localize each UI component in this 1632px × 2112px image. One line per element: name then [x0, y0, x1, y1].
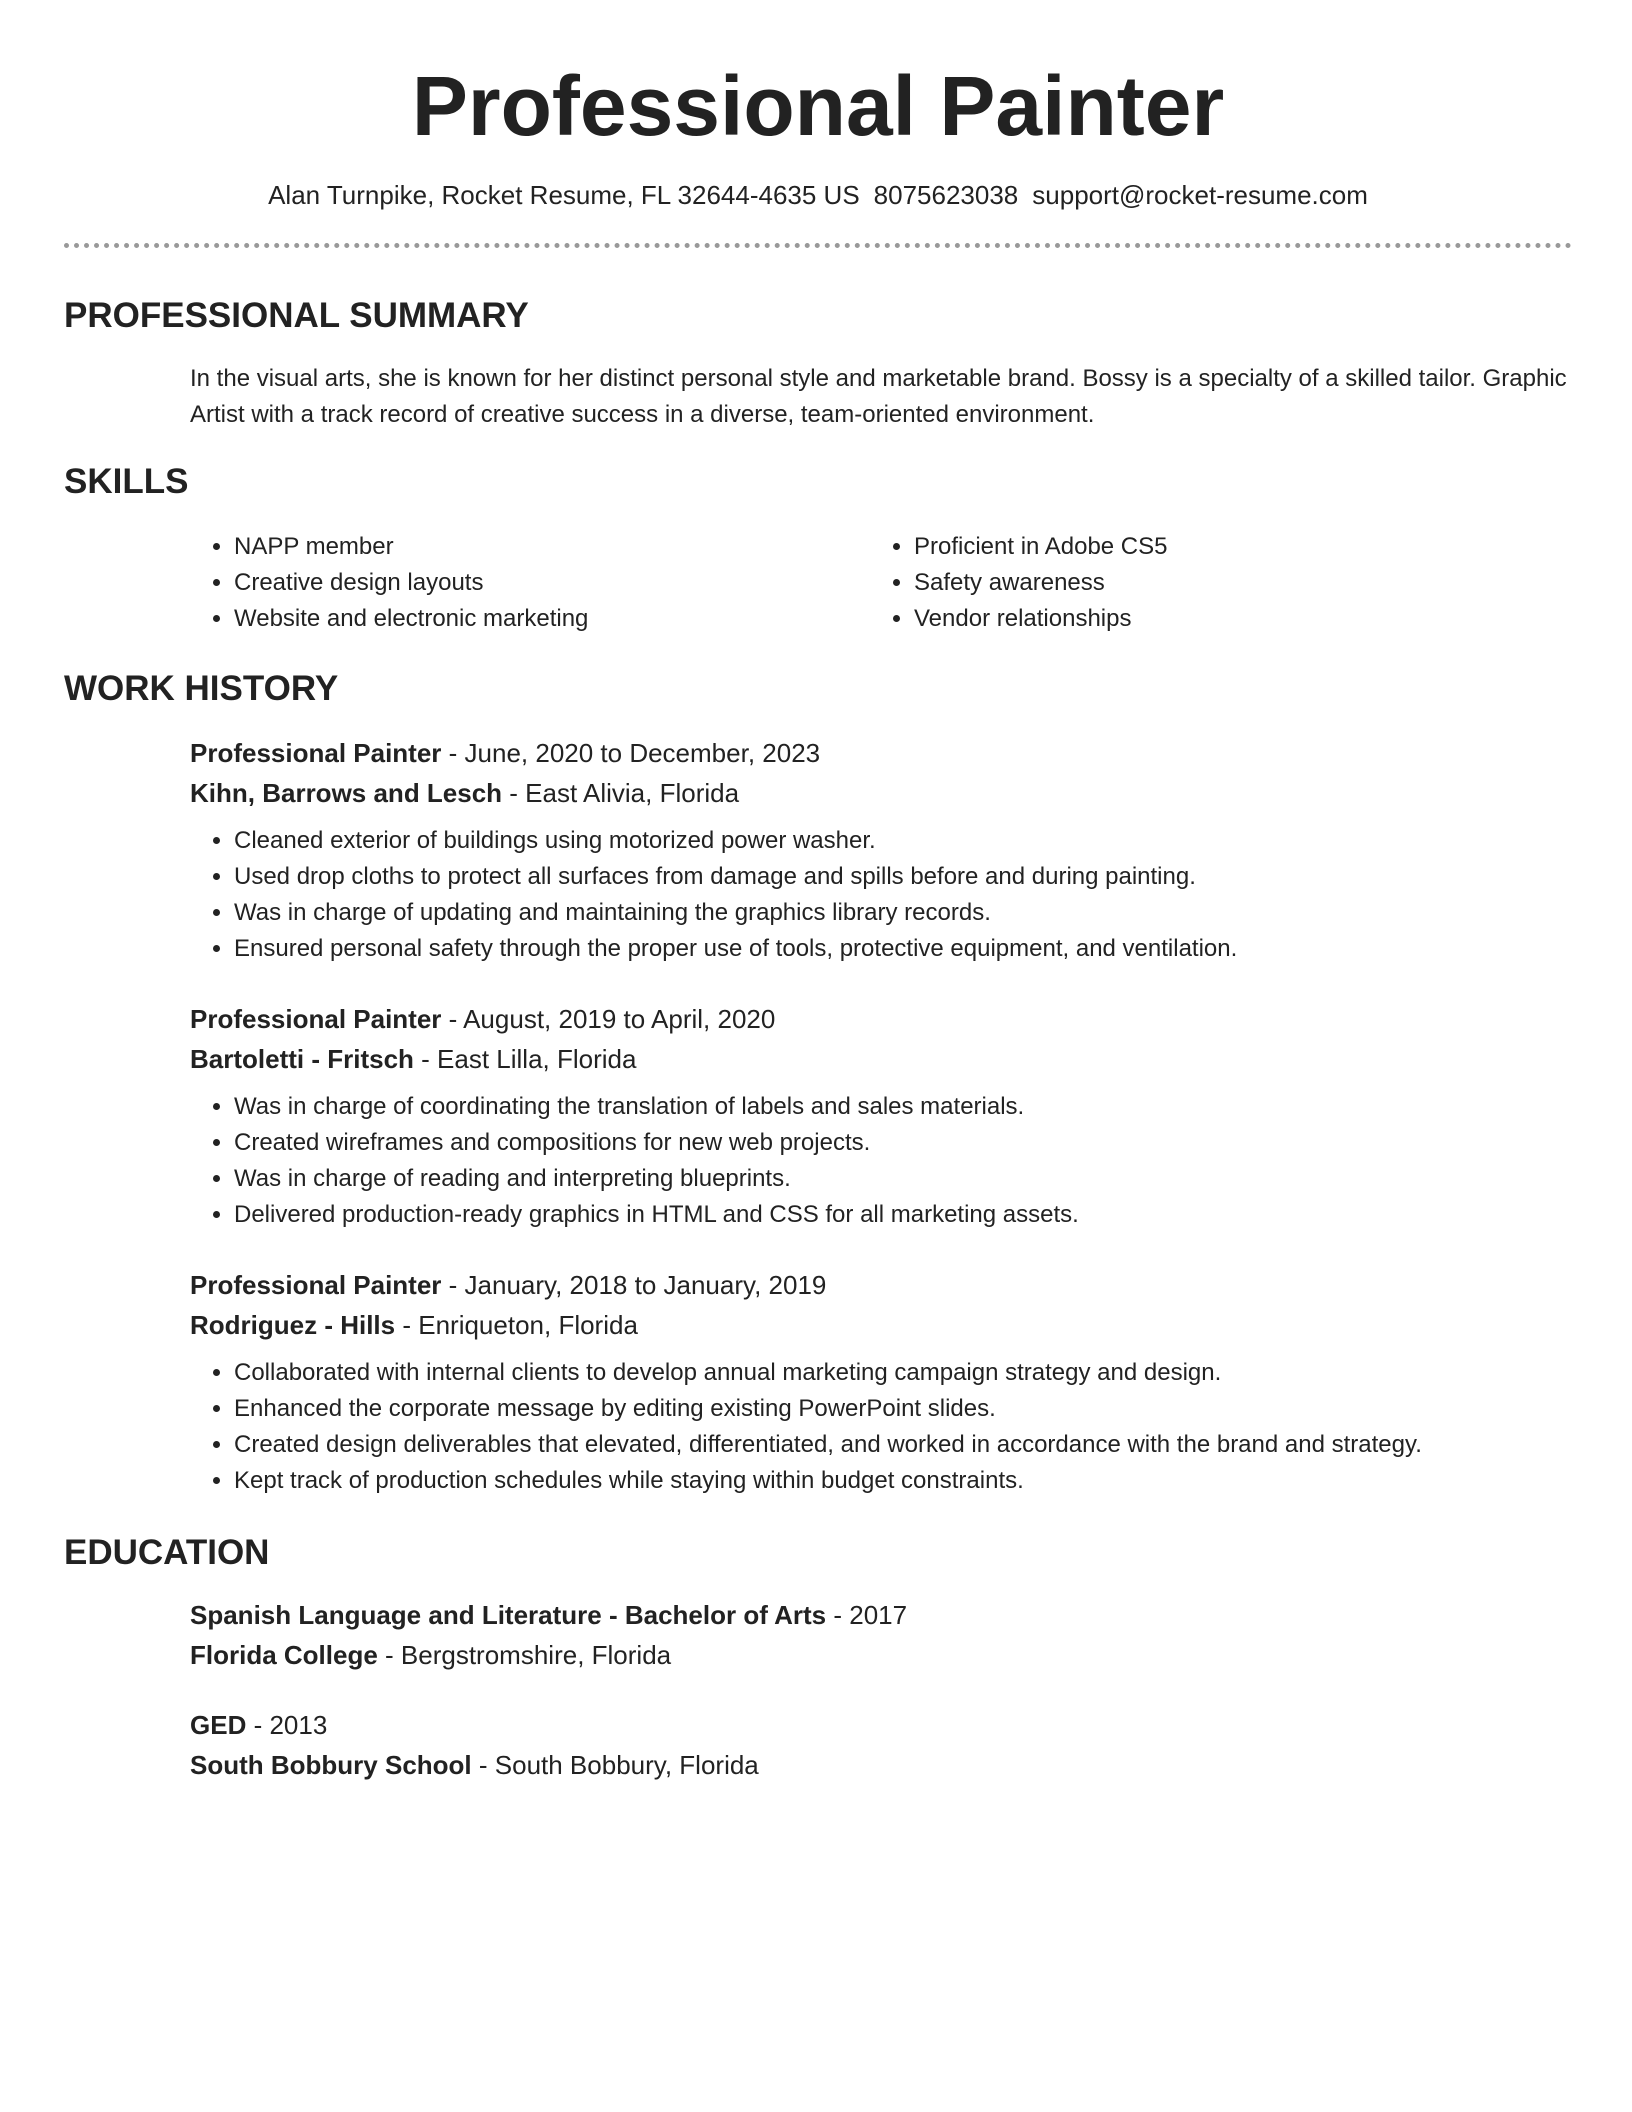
skill-item: • Website and electronic marketing — [234, 601, 870, 637]
section-title-skills: SKILLS — [64, 462, 189, 501]
header-divider — [64, 243, 1572, 248]
education-degree: Spanish Language and Literature - Bachelor of Arts — [190, 1600, 827, 1630]
job-bullet: • Created design deliverables that elevated, differentiated, and worked in accordance with the brand and strategy. — [234, 1427, 1572, 1463]
job-bullet: • Collaborated with internal clients to develop annual marketing campaign strategy and design. — [234, 1355, 1572, 1391]
job-entry — [190, 733, 1572, 967]
job-bullets — [190, 1089, 1572, 1233]
education-degree-line — [190, 1595, 1572, 1635]
job-bullet: • Enhanced the corporate message by editing existing PowerPoint slides. — [234, 1391, 1572, 1427]
skill-item: • Proficient in Adobe CS5 — [914, 529, 1554, 565]
education-school-line — [190, 1745, 1572, 1785]
job-company-line — [190, 1305, 1572, 1345]
job-title-line — [190, 733, 1572, 773]
job-bullet: • Created wireframes and compositions for new web projects. — [234, 1125, 1572, 1161]
job-bullets — [190, 823, 1572, 967]
section-title-work-history: WORK HISTORY — [64, 669, 339, 708]
job-role: Professional Painter — [190, 738, 442, 768]
job-dates: - June, 2020 to December, 2023 — [441, 738, 821, 768]
job-role: Professional Painter — [190, 1270, 442, 1300]
skill-item: • Safety awareness — [914, 565, 1554, 601]
contact-phone: 8075623038 — [873, 180, 1019, 210]
education-entry — [190, 1595, 1572, 1675]
job-location: - Enriqueton, Florida — [395, 1310, 638, 1340]
job-entry — [190, 999, 1572, 1233]
contact-line — [64, 178, 1572, 212]
education-degree-line — [190, 1705, 1572, 1745]
contact-email: support@rocket-resume.com — [1032, 180, 1368, 210]
contact-address: Alan Turnpike, Rocket Resume, FL 32644-4635 US — [268, 180, 860, 210]
job-location: - East Alivia, Florida — [502, 778, 740, 808]
resume-name: Professional Painter — [411, 59, 1225, 153]
job-dates: - August, 2019 to April, 2020 — [441, 1004, 776, 1034]
section-title-education: EDUCATION — [64, 1533, 270, 1572]
education-entry — [190, 1705, 1572, 1785]
job-location: - East Lilla, Florida — [413, 1044, 637, 1074]
job-bullet: • Kept track of production schedules while staying within budget constraints. — [234, 1463, 1572, 1499]
job-bullet: • Was in charge of reading and interpreting blueprints. — [234, 1161, 1572, 1197]
job-company: Kihn, Barrows and Lesch — [190, 778, 503, 808]
job-company: Rodriguez - Hills — [190, 1310, 396, 1340]
education-school: Florida College — [190, 1640, 378, 1670]
education-location: - South Bobbury, Florida — [471, 1750, 759, 1780]
education-school: South Bobbury School — [190, 1750, 472, 1780]
skill-item: • Vendor relationships — [914, 601, 1554, 637]
job-company: Bartoletti - Fritsch — [190, 1044, 414, 1074]
job-bullet: • Cleaned exterior of buildings using motorized power washer. — [234, 823, 1572, 859]
resume-page — [64, 0, 1572, 1785]
job-dates: - January, 2018 to January, 2019 — [441, 1270, 827, 1300]
job-entry — [190, 1265, 1572, 1499]
skill-item: • NAPP member — [234, 529, 870, 565]
job-company-line — [190, 773, 1572, 813]
job-title-line — [190, 999, 1572, 1039]
education-year: - 2013 — [246, 1710, 328, 1740]
skills-column-left — [190, 529, 870, 637]
job-bullet: • Was in charge of coordinating the translation of labels and sales materials. — [234, 1089, 1572, 1125]
education-year: - 2017 — [826, 1600, 908, 1630]
job-company-line — [190, 1039, 1572, 1079]
summary-text: In the visual arts, she is known for her distinct personal style and marketable brand. Bossy is a specialty of a skilled tailor. Graphic Artist with a track record of creative success in a diverse, team-oriented environment. — [190, 365, 1567, 428]
job-bullet: • Was in charge of updating and maintaining the graphics library records. — [234, 895, 1572, 931]
education-degree: GED — [190, 1710, 247, 1740]
job-bullets — [190, 1355, 1572, 1499]
section-title-summary: PROFESSIONAL SUMMARY — [64, 296, 529, 335]
skill-item: • Creative design layouts — [234, 565, 870, 601]
education-school-line — [190, 1635, 1572, 1675]
skills-column-right — [870, 529, 1554, 637]
job-bullet: • Ensured personal safety through the proper use of tools, protective equipment, and ventilation. — [234, 931, 1572, 967]
skills-list — [190, 529, 1572, 637]
job-bullet: • Used drop cloths to protect all surfaces from damage and spills before and during painting. — [234, 859, 1572, 895]
education-location: - Bergstromshire, Florida — [377, 1640, 672, 1670]
job-bullet: • Delivered production-ready graphics in HTML and CSS for all marketing assets. — [234, 1197, 1572, 1233]
job-role: Professional Painter — [190, 1004, 442, 1034]
job-title-line — [190, 1265, 1572, 1305]
